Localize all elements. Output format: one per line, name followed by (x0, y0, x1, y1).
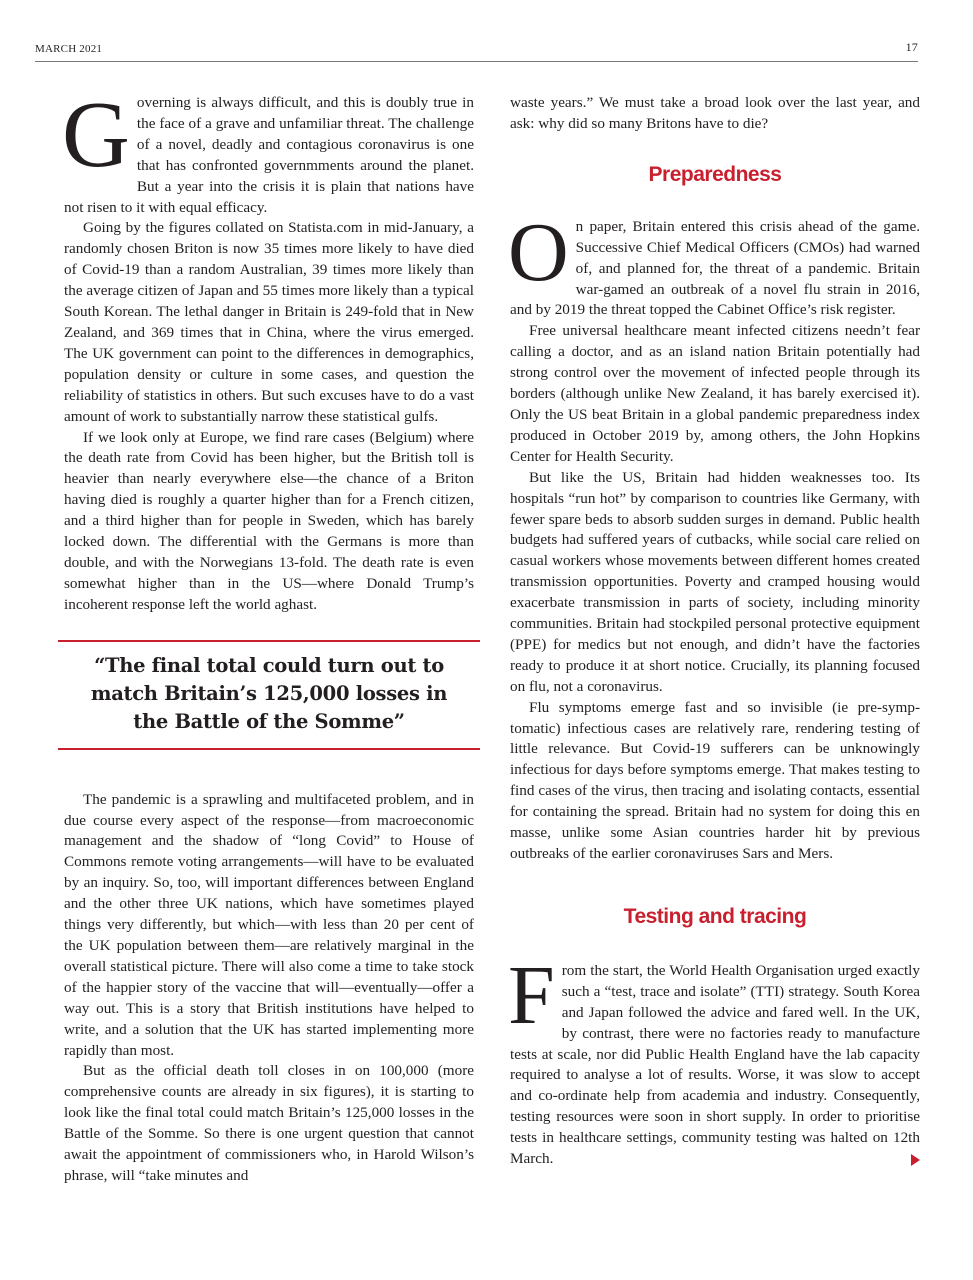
section-intro-paragraph (508, 205, 920, 322)
dropcap-o: O (508, 205, 569, 299)
body-paragraph: Free universal healthcare meant infected citizens needn’t fear calling a doctor, and as an island nation Britain potentially had strong control over the movement of infected people through its borders (although unlike New Zealand, it has barely exercised it). Only the US beat Britain in a global pandemic preparedness index produced in October 2019 by, among others, the John Hopkins Center for Health Security. (510, 322, 920, 465)
section-heading-testing-and-tracing: Testing and tracing (623, 904, 807, 928)
body-paragraph: But like the US, Britain had hidden weaknesses too. Its hospitals “run hot” by comparison to countries like Germany, with fewer spare beds to absorb sudden surges in demand. Public health budgets had suffered years of cutbacks, while social care relied on casual workers whose movements between different homes created transmission opportunities. Poverty and cramped housing would exacerbate transmission in parts of society, including minority communities. Britain had stockpiled personal protective equipment (PPE) for medics but not enough, and didn’t have the factories ready to produce it at short notice. Crucially, its planning focused on flu, not a coronavirus. (510, 468, 920, 695)
continuation-paragraph: waste years.” We must take a broad look over the last year, and ask: why did so many Britons have to die? (510, 94, 920, 132)
continue-arrow-icon (911, 1154, 920, 1166)
section-heading-preparedness: Preparedness (648, 162, 782, 186)
body-paragraph: If we look only at Europe, we find rare cases (Belgium) where the death rate from Covid has been higher, but the British toll is heavier than nearly everywhere else—the chance of a Briton having died is roughly a quarter higher than for a French citizen, and a third higher than for people in Sweden, which has barely locked down. The differential with the Germans is more than double, and with the Norwegians 13-fold. The death rate is even somewhat higher than in the US—where Donald Trump’s incoherent response left the world aghast. (64, 428, 474, 613)
dropcap-g: G (62, 83, 130, 187)
pull-quote: “The final total could turn out to match Britain’s 125,000 losses in the Battle of the Somme” (58, 640, 480, 750)
left-column (62, 83, 474, 1187)
body-paragraph: But as the official death toll closes in on 100,000 (more comprehensive counts are already in six figures), it is starting to look like the final total could match Britain’s 125,000 losses in the Battle of the Somme. So there is one urgent question that cannot await the appointment of commissioners who, in Harold Wilson’s phrase, will “take minutes and (64, 1062, 474, 1184)
intro-paragraph (62, 83, 474, 218)
section-intro-paragraph (508, 948, 920, 1170)
body-paragraph: Going by the figures collated on Statista.com in mid-January, a randomly chosen Briton is now 35 times more likely to have died of Covid-19 than a random Australian, 39 times more likely than the average citizen of Japan and 55 times more likely than a typical South Korean. The lethal danger in Britain is 249-fold that in New Zealand, and 369 times that in China, where the virus emerged. The UK government can point to the differences in demographics, population density or culture in some cases, and question the reliability of statistics in others. But such excuses have to do a vast amount of work to substantially narrow these statistical gulfs. (64, 219, 474, 425)
section-intro-text: n paper, Britain entered this crisis ahead of the game. Successive Chief Medical Officers (CMOs) had warned of, and planned for, the threat of a pandemic. Britain war-gamed an outbreak of a novel flu strain in 2016, and by 2019 the threat topped the Cabinet Office’s risk register. (510, 217, 920, 319)
page-number: 17 (905, 40, 918, 54)
body-paragraph: The pandemic is a sprawling and multifaceted problem, and in due course every aspect of the response—from macroeconomic management and the shadow of “long Covid” to House of Commons remote voting arrangements—will have to be evaluated by an inquiry. So, too, will important differences between England and the other three UK nations, which have sometimes played things very differently, but which—with less than 20 per cent of the UK population between them—are relatively marginal in the overall statistical picture. There will also come a time to take stock of the happier story of the vaccine that will—eventually—offer a way out. This is a story that British institutions have helped to write, and a solution that the UK has started implementing more rapidly than most. (64, 790, 474, 1059)
page-header (35, 40, 918, 62)
dropcap-f: F (508, 948, 555, 1042)
intro-text: overning is always difficult, and this is doubly true in the face of a grave and unfamiliar threat. The challenge of a novel, deadly and contagious coronavirus is one that has confronted governmments around the planet. But a year into the crisis it is plain that nations have not risen to it with equal efficacy. (64, 94, 474, 216)
body-paragraph: Flu symptoms emerge fast and so invisible (ie pre-symptomatic) infectious cases are relatively rare, rendering testing of little relevance. But Covid-19 sufferers can be unknowingly infectious for days before symptoms emerge. That makes testing to find cases of the virus, then tracing and isolating contacts, essential for containing the spread. Britain had no system for doing this en masse, unlike some Asian countries harder hit by previous outbreaks of the earlier coronaviruses Sars and Mers. (510, 698, 920, 862)
section-intro-text: rom the start, the World Health Organisation urged exactly such a “test, trace and isolate” (TTI) strategy. South Korea and Japan followed the advice and fared well. In the UK, by contrast, there were no factories ready to manufacture tests at scale, nor did Public Health England have the lab capacity required to analyse a lot of results. Worse, it was slow to accept and co-ordinate help from academia and industry. Consequently, testing resources were soon in short supply. In order to prioritise tests in healthcare settings, community testing was halted on 12th March. (510, 961, 920, 1168)
right-column (510, 93, 920, 1170)
issue-date: MARCH 2021 (35, 43, 103, 55)
